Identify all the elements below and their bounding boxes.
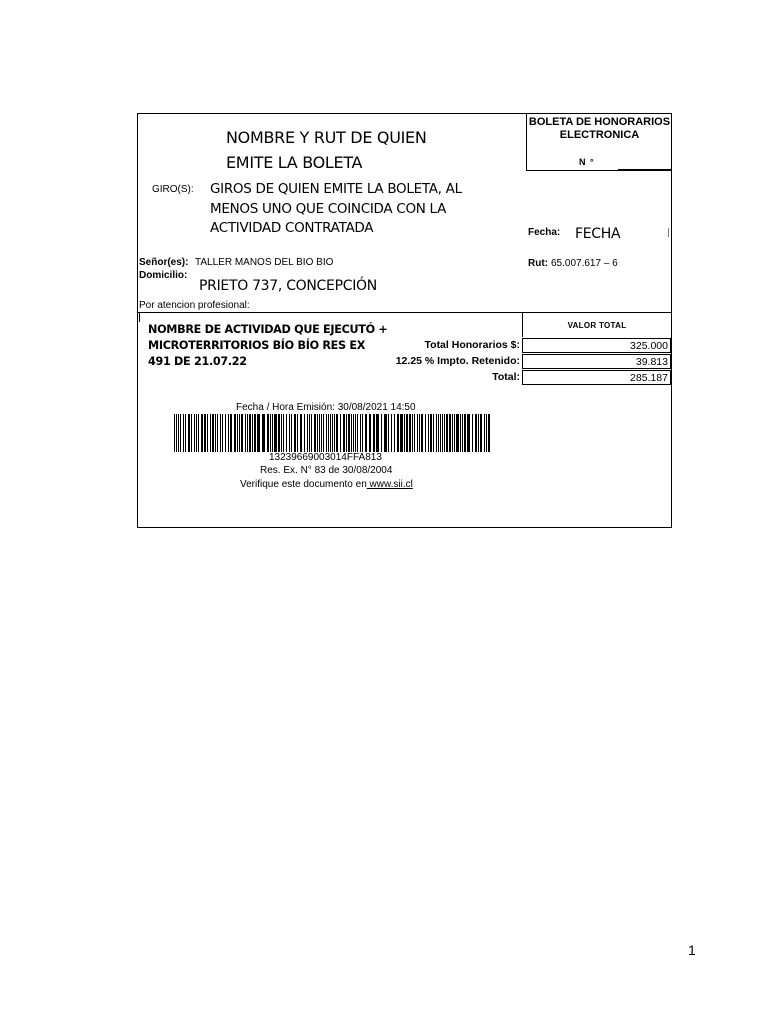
- verifique-prefix: Verifique este documento en: [240, 479, 367, 490]
- doc-type-title: BOLETA DE HONORARIOS ELECTRONICA: [528, 116, 671, 141]
- rut-value: 65.007.617 – 6: [551, 258, 618, 269]
- emision-datetime: Fecha / Hora Emisión: 30/08/2021 14:50: [236, 402, 416, 413]
- folio-line: [618, 169, 672, 170]
- issuer-name: NOMBRE Y RUT DE QUIEN EMITE LA BOLETA: [226, 128, 427, 172]
- barcode-text: 13239669003014FFA813: [269, 452, 382, 463]
- atencion-label: Por atencion profesional:: [139, 300, 250, 311]
- barcode-image: [174, 414, 490, 452]
- fecha-value: FECHA: [575, 226, 621, 242]
- giro-text: GIROS DE QUIEN EMITE LA BOLETA, AL MENOS UNO QUE COINCIDA CON LA ACTIVIDAD CONTRATADA: [210, 181, 462, 236]
- retencion-label: 12.25 % Impto. Retenido:: [395, 355, 520, 367]
- retencion-value: 39.813: [522, 354, 671, 369]
- domicilio-value: PRIETO 737, CONCEPCIÓN: [199, 278, 377, 294]
- senor-label: Señor(es):: [139, 257, 189, 268]
- domicilio-label: Domicilio:: [139, 270, 188, 281]
- total-label: Total:: [492, 371, 520, 383]
- fecha-tick: [668, 228, 669, 237]
- rut-label: Rut:: [528, 258, 548, 269]
- sii-link[interactable]: www.sii.cl: [366, 479, 413, 490]
- verifique-text: [240, 479, 413, 490]
- separator-tick: [139, 312, 140, 322]
- activity-text: NOMBRE DE ACTIVIDAD QUE EJECUTÓ + MICROTERRITORIOS BÍO BÍO RES EX 491 DE 21.07.22: [148, 323, 388, 368]
- fecha-label: Fecha:: [528, 227, 561, 238]
- resolucion-text: Res. Ex. N° 83 de 30/08/2004: [260, 465, 393, 476]
- honorarios-value: 325.000: [522, 338, 671, 353]
- folio-label: N °: [579, 157, 595, 167]
- total-value: 285.187: [522, 370, 671, 385]
- senor-value: TALLER MANOS DEL BIO BIO: [195, 257, 334, 268]
- honorarios-label: Total Honorarios $:: [424, 339, 520, 351]
- page-number: 1: [688, 942, 696, 958]
- giro-label: GIRO(S):: [152, 184, 194, 195]
- valor-total-header: VALOR TOTAL: [567, 321, 627, 330]
